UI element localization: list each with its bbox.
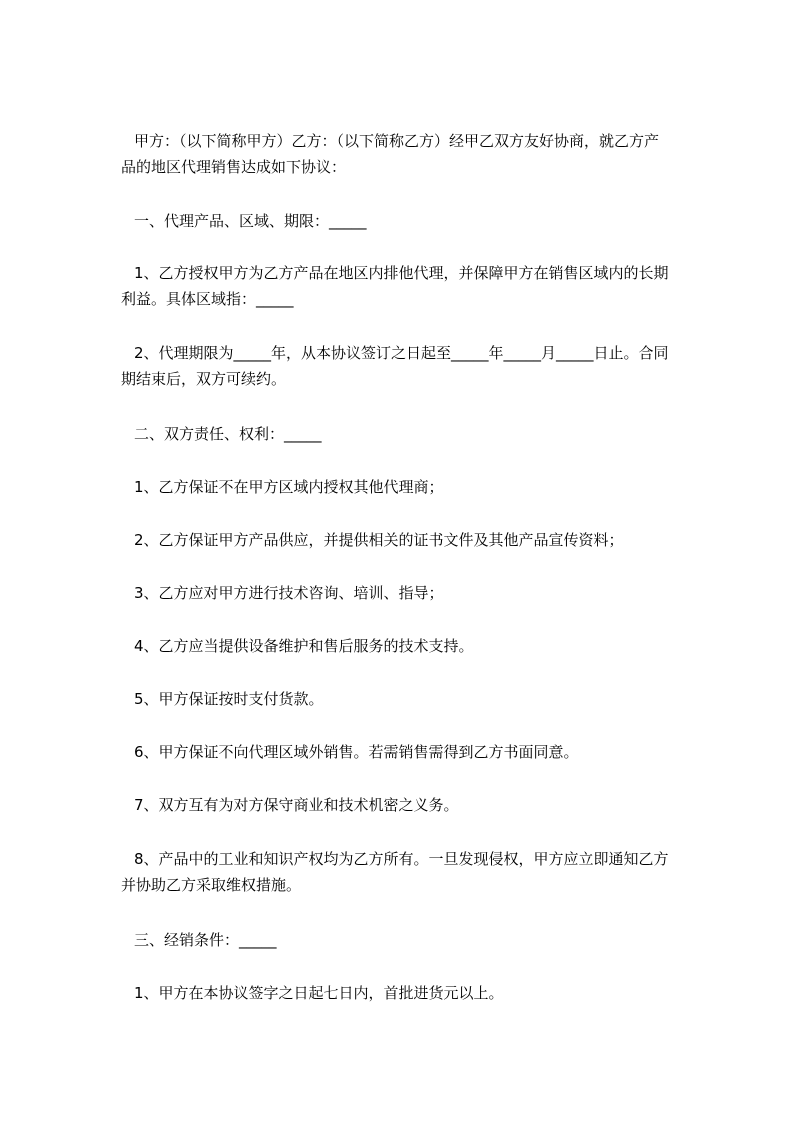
intro-line-2: 品的地区代理销售达成如下协议：: [121, 158, 347, 176]
intro-line-1: 甲方：（以下简称甲方）乙方：（以下简称乙方）经甲乙双方友好协商，就乙方产: [134, 132, 660, 150]
section2-item8-line-2: 并协助乙方采取维权措施。: [121, 876, 302, 894]
section2-heading: 二、双方责任、权利：_____: [134, 425, 322, 443]
section2-item-4: 4、乙方应当提供设备维护和售后服务的技术支持。: [134, 637, 474, 655]
section2-item-3: 3、乙方应对甲方进行技术咨询、培训、指导；: [134, 584, 444, 602]
section2-item-1: 1、乙方保证不在甲方区域内授权其他代理商；: [134, 478, 444, 496]
section2-item-5: 5、甲方保证按时支付货款。: [134, 690, 324, 708]
section2-item-8: [121, 846, 734, 898]
section2-item8-line-1: 8、产品中的工业和知识产权均为乙方所有。一旦发现侵权，甲方应立即通知乙方: [134, 850, 669, 868]
section2-item-7: 7、双方互有为对方保守商业和技术机密之义务。: [134, 796, 459, 814]
section1-heading: 一、代理产品、区域、期限：_____: [134, 212, 367, 230]
section2-item-2: 2、乙方保证甲方产品供应，并提供相关的证书文件及其他产品宣传资料；: [134, 531, 624, 549]
section1-item2: [121, 340, 734, 392]
section3-heading: 三、经销条件：_____: [134, 931, 277, 949]
section1-item1-line-1: 1、乙方授权甲方为乙方产品在地区内排他代理，并保障甲方在销售区域内的长期: [134, 264, 669, 282]
section3-item-1: 1、甲方在本协议签字之日起七日内，首批进货元以上。: [134, 984, 504, 1002]
section1-item2-line-1: 2、代理期限为_____年，从本协议签订之日起至_____年_____月_____日止。合同: [134, 344, 669, 362]
section1-item1-line-2: 利益。具体区域指：_____: [121, 290, 294, 308]
intro-paragraph: [121, 128, 734, 180]
section1-item2-line-2: 期结束后，双方可续约。: [121, 370, 287, 388]
section1-item1: [121, 260, 734, 312]
section2-item-6: 6、甲方保证不向代理区域外销售。若需销售需得到乙方书面同意。: [134, 743, 579, 761]
